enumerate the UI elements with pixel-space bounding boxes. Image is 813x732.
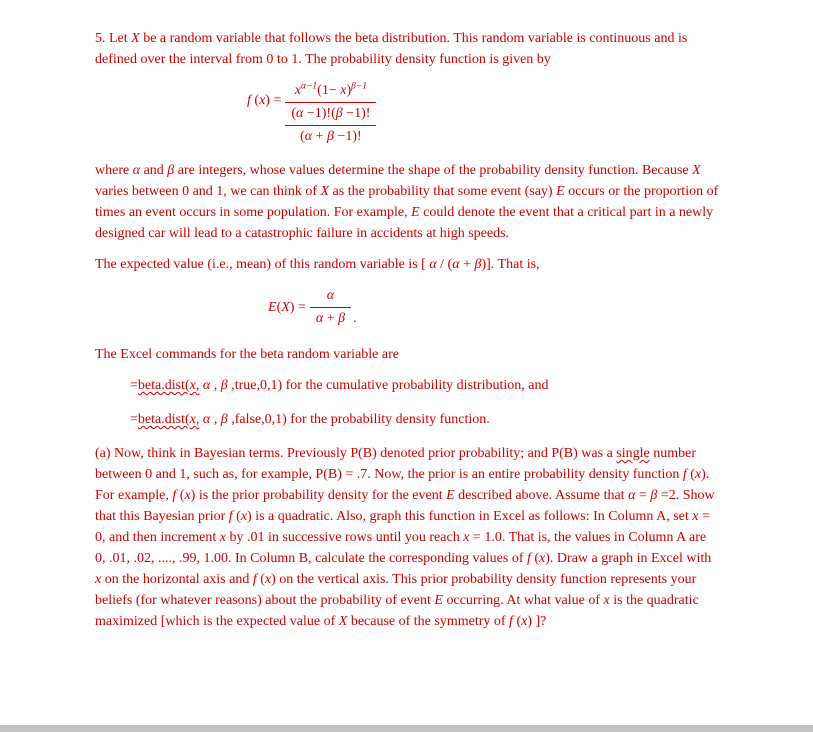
text-run: X <box>692 163 701 178</box>
text-run: E <box>268 300 277 315</box>
text-run: )]. That is, <box>481 257 540 272</box>
text-run: X <box>338 614 348 629</box>
text-run: ). Draw a graph in Excel with <box>545 551 712 566</box>
text-run: f <box>252 572 257 587</box>
page-bottom-edge <box>0 725 813 732</box>
text-run: described above. Assume that <box>454 488 629 503</box>
text-run: f <box>682 467 687 482</box>
text-run: ( <box>232 509 241 524</box>
text-run: = <box>130 378 138 393</box>
paragraph-expected-value-intro <box>95 254 720 275</box>
text-run: by .01 in successive rows until you reach <box>226 530 464 545</box>
text-run: x <box>463 530 470 545</box>
formula-pdf-denominator-1 <box>285 102 376 125</box>
text-run: β <box>338 311 346 326</box>
text-run: The expected value (i.e., mean) of this random variable is [ <box>95 257 430 272</box>
text-run: ( <box>250 93 260 108</box>
paragraph-problem-intro <box>95 28 720 70</box>
text-run: x <box>240 509 248 524</box>
formula-pdf-fraction <box>285 80 376 148</box>
excel-command-cdf <box>130 375 720 396</box>
text-run: x <box>521 614 528 629</box>
text-run: x <box>189 412 196 427</box>
text-run: α <box>304 129 313 144</box>
text-run: 5. Let <box>95 31 132 46</box>
text-run: α <box>429 257 437 272</box>
text-run: E <box>556 184 565 199</box>
text-run: (1− <box>317 83 341 98</box>
text-run: α <box>628 488 636 503</box>
text-run: ) is the prior probability density for the event <box>190 488 447 503</box>
text-run: β <box>220 378 228 393</box>
text-run: , <box>195 378 200 393</box>
text-run: f <box>526 551 531 566</box>
text-run: ( <box>176 488 185 503</box>
text-run: occurring. At what value of <box>442 593 604 608</box>
text-run: + <box>312 129 328 144</box>
formula-pdf-numerator <box>285 80 376 102</box>
text-run: ) <box>346 83 352 98</box>
text-run: β <box>335 106 343 121</box>
formula-mean-period: . <box>353 311 357 326</box>
text-run: are integers, whose values determine the shape of the probability density function. Because <box>174 163 693 178</box>
text-run: as the probability that some event (say) <box>329 184 557 199</box>
text-run: α <box>326 288 335 303</box>
text-run: = 1.0. That is, the values in Column A are 0, .01, .02, ...., .99, 1.00. In Column B, calculate the corresponding values of <box>95 530 707 566</box>
text-run: + <box>459 257 475 272</box>
text-run: f <box>247 93 251 108</box>
text-run: −1)!( <box>303 106 336 121</box>
text-run: α <box>296 106 304 121</box>
excel-command-pdf <box>130 409 720 430</box>
text-run: X <box>281 300 290 315</box>
text-run: is the quadratic maximized [which is the expected value of <box>95 593 699 629</box>
formula-pdf-denominator-2 <box>285 125 376 148</box>
text-run: + <box>323 311 339 326</box>
text-run: ,true,0,1) for the cumulative probability distribution, and <box>227 378 549 393</box>
formula-mean-lhs <box>268 297 306 318</box>
text-run: β <box>650 488 658 503</box>
text-run: ( <box>300 129 305 144</box>
expected-value-formula <box>268 285 720 330</box>
text-run: x <box>184 488 191 503</box>
text-run: ) = <box>265 93 282 108</box>
text-run: and <box>140 163 168 178</box>
text-run: β <box>474 257 482 272</box>
text-run: single <box>616 446 650 461</box>
text-run: β−1 <box>351 81 368 92</box>
text-run: ,false,0,1) for the probability density function. <box>227 412 490 427</box>
text-run: x <box>603 593 610 608</box>
text-run: because of the symmetry of <box>347 614 510 629</box>
text-run: α <box>202 378 211 393</box>
text-run: ) ]? <box>527 614 547 629</box>
text-run: could denote the event that a critical part in a newly designed car will lead to a catastrophic failure in accidents at high speeds. <box>95 205 714 241</box>
text-run: β <box>167 163 175 178</box>
text-run: ). For example, <box>95 467 710 503</box>
text-run: ( <box>686 467 695 482</box>
formula-mean-fraction <box>310 285 351 330</box>
text-run: −1)! <box>342 106 371 121</box>
text-run: x <box>264 572 272 587</box>
text-run: X <box>320 184 330 199</box>
text-run: , <box>195 412 200 427</box>
text-run: = <box>130 412 138 427</box>
text-run: beta.dist( <box>137 412 190 427</box>
text-run: on the horizontal axis and <box>101 572 253 587</box>
text-run: ( <box>512 614 522 629</box>
text-run: =2. Show that this Bayesian prior <box>95 488 715 524</box>
text-run: ) is a quadratic. Also, graph this function in Excel as follows: In Column A, set <box>247 509 693 524</box>
text-run: α−1 <box>300 81 318 92</box>
paragraph-alpha-beta-explanation <box>95 160 720 244</box>
text-run: ( <box>256 572 265 587</box>
formula-pdf-lhs <box>247 90 281 111</box>
text-run: The Excel commands for the beta random variable are <box>95 347 399 362</box>
text-run: x <box>340 83 347 98</box>
text-run: α <box>315 311 324 326</box>
paragraph-excel-commands-intro <box>95 344 720 365</box>
text-run: , <box>210 378 221 393</box>
text-run: α <box>132 163 141 178</box>
text-run: x <box>189 378 196 393</box>
text-run: E <box>411 205 420 220</box>
text-run: (a) Now, think in Bayesian terms. Previously P(B) denoted prior probability; and P(B) was a <box>95 446 617 461</box>
text-run: number between 0 and 1, such as, for example, P(B) = .7. Now, the prior is an entire probability density function <box>95 446 696 482</box>
text-run: x <box>259 93 266 108</box>
text-run: x <box>294 83 301 98</box>
text-run: ) on the vertical axis. This prior probability density function represents your beliefs (for whatever reasons) about the probability of event <box>95 572 697 608</box>
text-run: / ( <box>436 257 453 272</box>
formula-mean-numerator <box>310 285 351 307</box>
text-run: f <box>228 509 233 524</box>
text-run: ( <box>291 106 297 121</box>
formula-mean-denominator <box>310 307 351 330</box>
text-run: β <box>220 412 228 427</box>
text-run: be a random variable that follows the beta distribution. This random variable is continuous and is defined over the interval from 0 to 1. The probability density function is given by <box>95 31 688 67</box>
text-run: where <box>95 163 133 178</box>
text-run: α <box>202 412 211 427</box>
text-run: f <box>172 488 177 503</box>
text-run: occurs or the proportion of times an event occurs in some population. For example, <box>95 184 719 220</box>
text-run: ) = <box>289 300 306 315</box>
text-run: ( <box>276 300 282 315</box>
text-run: X <box>131 31 140 46</box>
text-run: beta.dist( <box>137 378 190 393</box>
text-run: x <box>219 530 227 545</box>
text-run: ( <box>530 551 540 566</box>
text-run: = 0, and then increment <box>95 509 710 545</box>
text-run: varies between 0 and 1, we can think of <box>95 184 321 199</box>
text-run: x <box>539 551 546 566</box>
text-run: = <box>635 488 651 503</box>
text-run: x <box>692 509 699 524</box>
text-run: β <box>327 129 334 144</box>
text-run: , <box>210 412 221 427</box>
text-run: E <box>434 593 443 608</box>
text-run: α <box>452 257 460 272</box>
text-run: x <box>694 467 702 482</box>
document-content <box>95 28 720 642</box>
text-run: E <box>446 488 455 503</box>
paragraph-part-a <box>95 443 720 632</box>
beta-pdf-formula <box>247 80 720 148</box>
text-run: −1)! <box>334 129 362 144</box>
text-run: f <box>509 614 513 629</box>
text-run: x <box>95 572 102 587</box>
